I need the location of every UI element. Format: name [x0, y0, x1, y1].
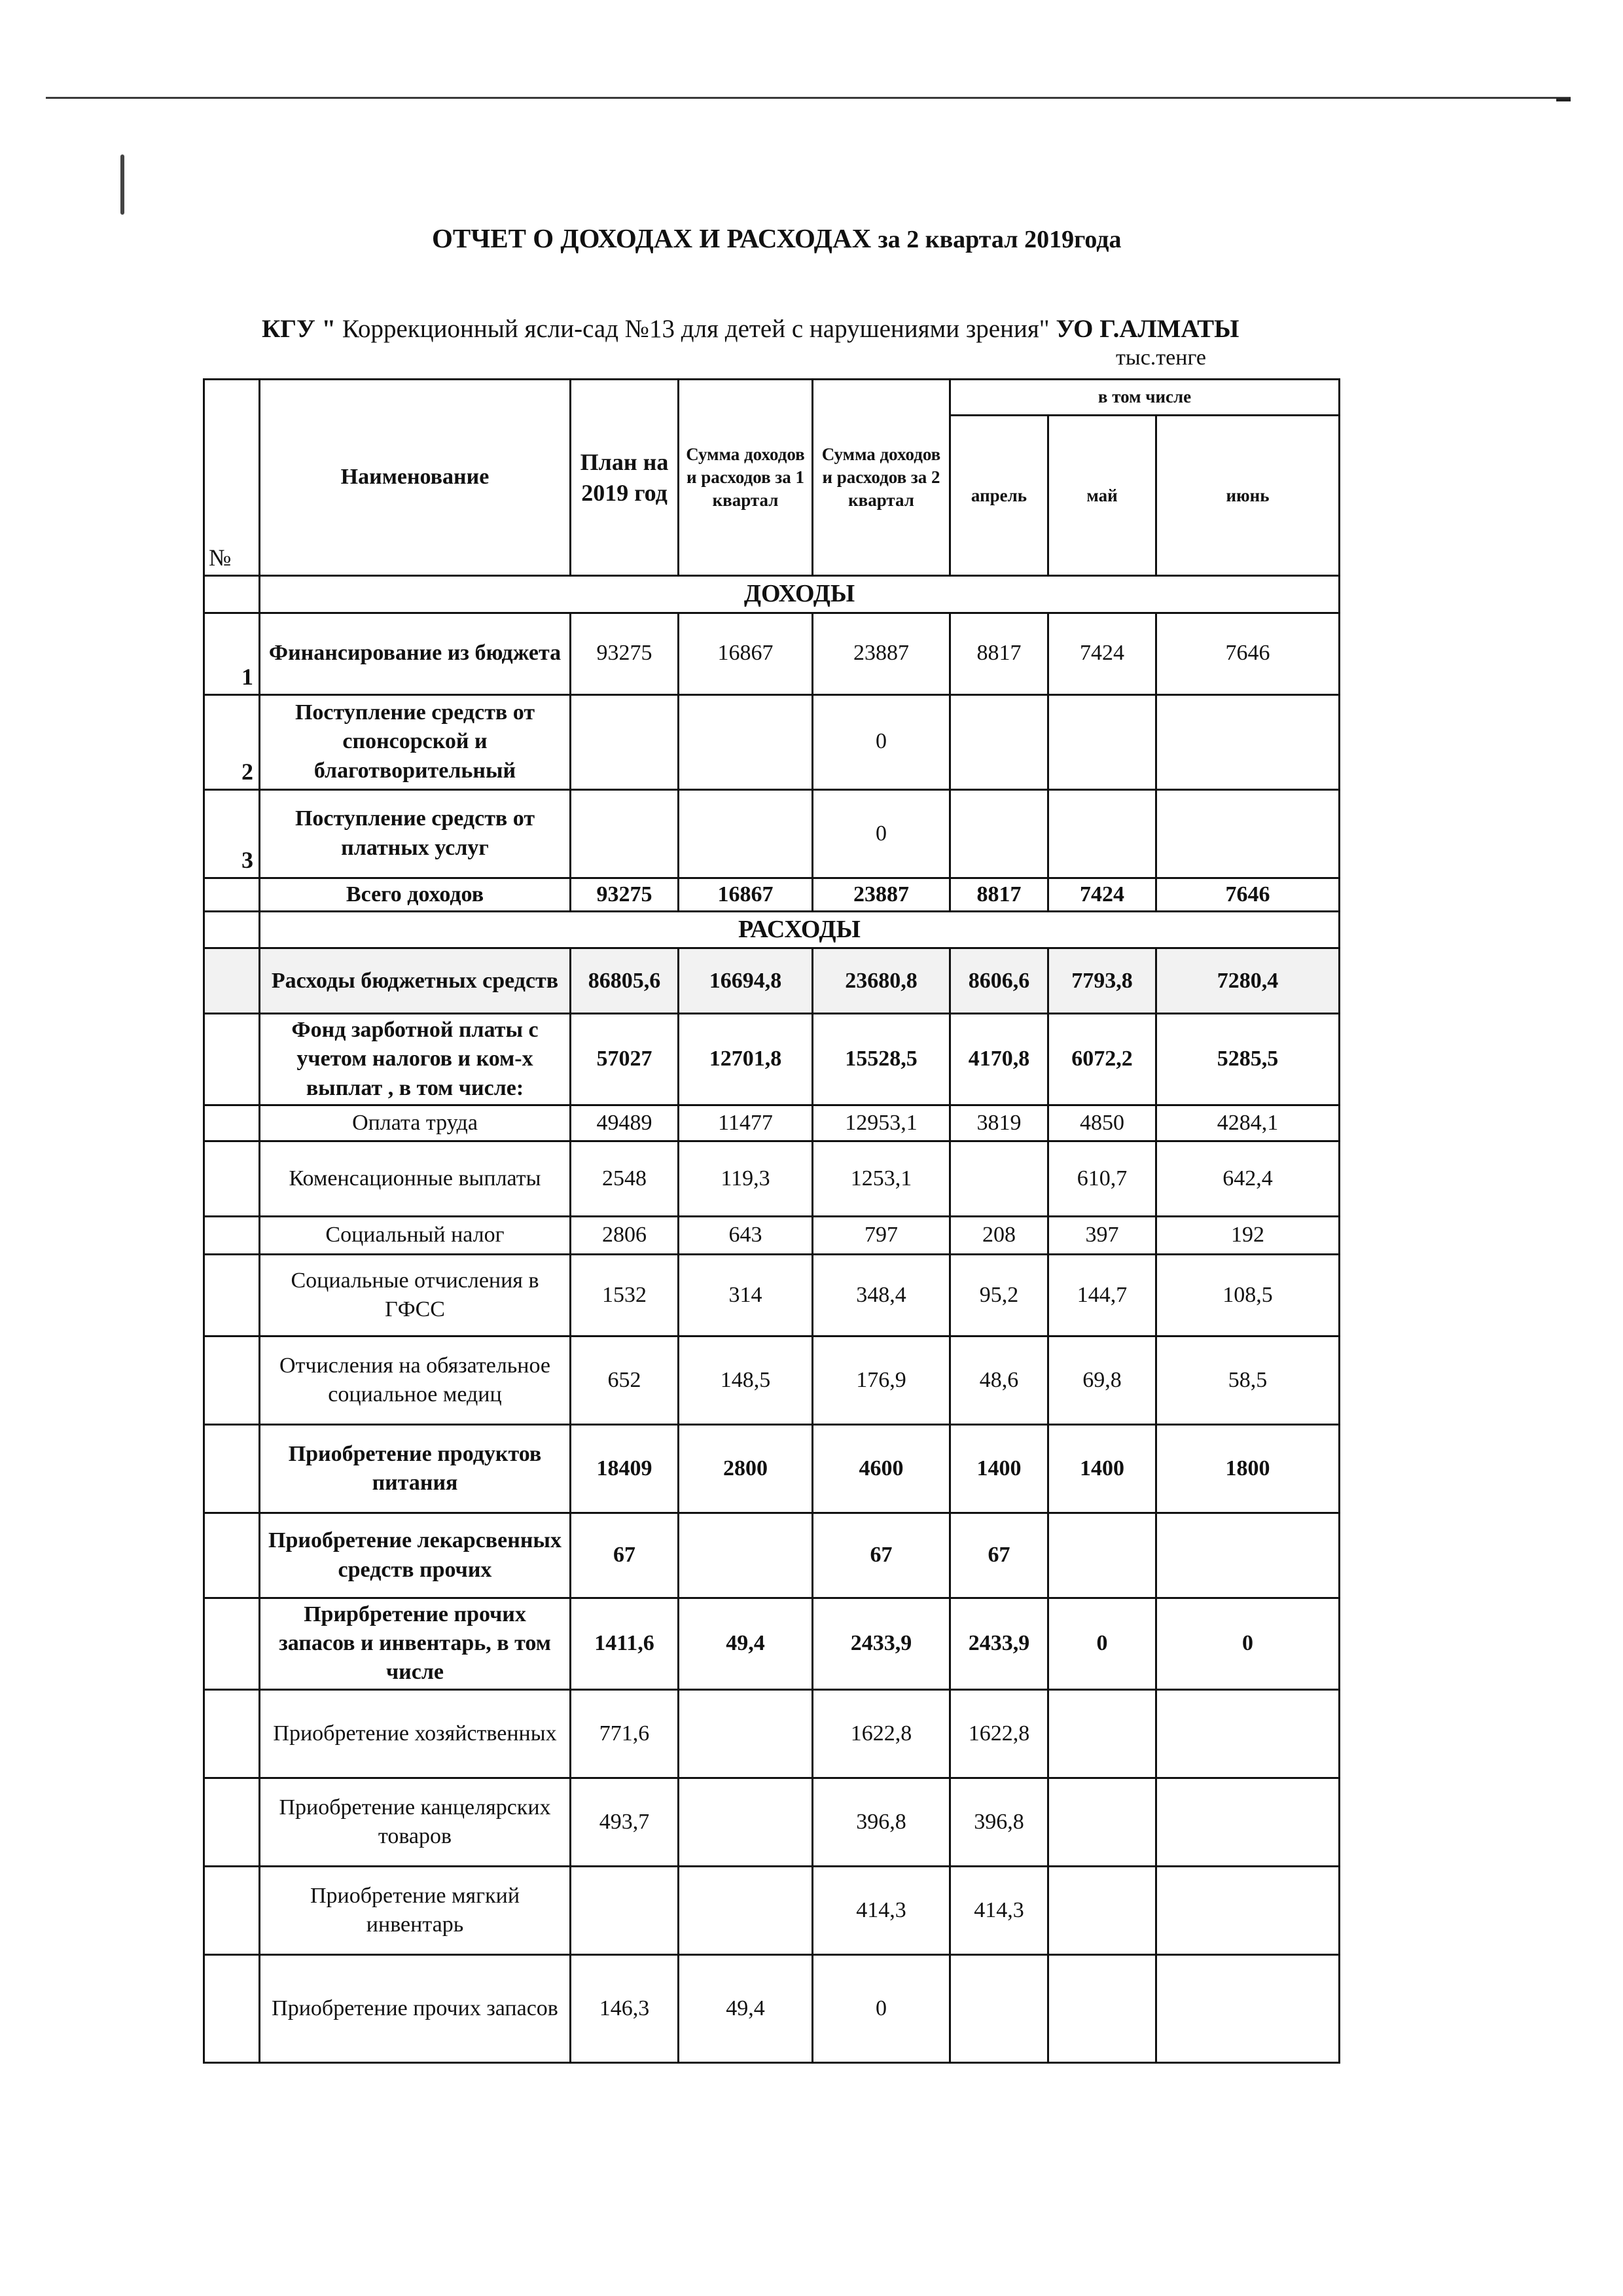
row-name: Поступление средств от платных услуг: [260, 789, 571, 878]
row-blank-cell: [204, 1425, 260, 1513]
q2-cell: 1253,1: [813, 1141, 950, 1216]
may-cell: [1048, 1778, 1156, 1866]
total-name: Всего доходов: [260, 878, 571, 911]
row-name: Оплата труда: [260, 1105, 571, 1141]
row-blank-cell: [204, 1689, 260, 1778]
q1-cell: [679, 1689, 813, 1778]
june-cell: 7646: [1156, 613, 1340, 694]
june-cell: [1156, 694, 1340, 789]
may-cell: 610,7: [1048, 1141, 1156, 1216]
header-row-top: [204, 380, 1340, 416]
plan-cell: 2548: [571, 1141, 679, 1216]
june-cell: 192: [1156, 1216, 1340, 1254]
q2-cell: 0: [813, 1954, 950, 2062]
total-june: 7646: [1156, 878, 1340, 911]
row-blank-cell: [204, 1954, 260, 2062]
april-cell: 48,6: [950, 1336, 1048, 1424]
expense-row: [204, 1336, 1340, 1424]
plan-cell: [571, 694, 679, 789]
row-name: Отчисления на обязательное социальное медиц: [260, 1336, 571, 1424]
income-row: [204, 613, 1340, 694]
may-cell: [1048, 1689, 1156, 1778]
row-name: Приобретение лекарсвенных средств прочих: [260, 1513, 571, 1598]
q2-cell: 67: [813, 1513, 950, 1598]
row-number: 2: [204, 694, 260, 789]
plan-cell: 2806: [571, 1216, 679, 1254]
q1-cell: [679, 1513, 813, 1598]
total-q1: 16867: [679, 878, 813, 911]
total-april: 8817: [950, 878, 1048, 911]
june-cell: 7280,4: [1156, 948, 1340, 1014]
col-name-header: Наименование: [260, 380, 571, 576]
total-blank-cell: [204, 878, 260, 911]
expense-row: [204, 1141, 1340, 1216]
june-cell: 4284,1: [1156, 1105, 1340, 1141]
title-period: за 2 квартал 2019года: [878, 226, 1122, 253]
total-may: 7424: [1048, 878, 1156, 911]
report-body: [204, 380, 1340, 2063]
row-name: Расходы бюджетных средств: [260, 948, 571, 1014]
plan-cell: 86805,6: [571, 948, 679, 1014]
row-name: Социальные отчисления в ГФСС: [260, 1254, 571, 1336]
q1-cell: [679, 694, 813, 789]
row-blank-cell: [204, 1254, 260, 1336]
q2-cell: 1622,8: [813, 1689, 950, 1778]
expense-row: [204, 1254, 1340, 1336]
may-cell: 69,8: [1048, 1336, 1156, 1424]
organization-line: [262, 314, 1239, 344]
plan-cell: [571, 1866, 679, 1954]
q1-cell: 119,3: [679, 1141, 813, 1216]
may-cell: [1048, 789, 1156, 878]
total-q2: 23887: [813, 878, 950, 911]
may-cell: 7424: [1048, 613, 1156, 694]
scan-edge-mark: [1556, 98, 1571, 101]
q1-cell: 314: [679, 1254, 813, 1336]
row-blank-cell: [204, 1598, 260, 1690]
june-cell: [1156, 1954, 1340, 2062]
row-blank-cell: [204, 1216, 260, 1254]
june-cell: 1800: [1156, 1425, 1340, 1513]
expense-row: [204, 1513, 1340, 1598]
may-cell: 397: [1048, 1216, 1156, 1254]
row-name: Прирбретение прочих запасов и инвентарь, в том числе: [260, 1598, 571, 1690]
section-income-title: ДОХОДЫ: [260, 576, 1340, 613]
april-cell: [950, 1141, 1048, 1216]
april-cell: [950, 1954, 1048, 2062]
april-cell: 8606,6: [950, 948, 1048, 1014]
row-number: 3: [204, 789, 260, 878]
row-blank-cell: [204, 1513, 260, 1598]
plan-cell: 67: [571, 1513, 679, 1598]
q2-cell: 0: [813, 789, 950, 878]
page-title: [432, 223, 1122, 254]
q2-cell: 23680,8: [813, 948, 950, 1014]
expense-row: [204, 1778, 1340, 1866]
june-cell: 642,4: [1156, 1141, 1340, 1216]
q1-cell: [679, 789, 813, 878]
row-blank-cell: [204, 1141, 260, 1216]
may-cell: [1048, 694, 1156, 789]
row-name: Приобретение мягкий инвентарь: [260, 1866, 571, 1954]
april-cell: [950, 789, 1048, 878]
section-expenses-row: [204, 911, 1340, 948]
q1-cell: 49,4: [679, 1954, 813, 2062]
expense-row: [204, 1014, 1340, 1105]
plan-cell: 1532: [571, 1254, 679, 1336]
expense-row: [204, 1954, 1340, 2062]
org-suffix: УО Г.АЛМАТЫ: [1056, 315, 1240, 343]
q1-cell: 148,5: [679, 1336, 813, 1424]
expense-row: [204, 1216, 1340, 1254]
q1-cell: 49,4: [679, 1598, 813, 1690]
q2-cell: 0: [813, 694, 950, 789]
expense-row: [204, 948, 1340, 1014]
q1-cell: 16867: [679, 613, 813, 694]
june-cell: 108,5: [1156, 1254, 1340, 1336]
row-number: 1: [204, 613, 260, 694]
q2-cell: 396,8: [813, 1778, 950, 1866]
col-plan-header: План на 2019 год: [571, 380, 679, 576]
april-cell: 208: [950, 1216, 1048, 1254]
may-cell: 6072,2: [1048, 1014, 1156, 1105]
q2-cell: 176,9: [813, 1336, 950, 1424]
row-name: Финансирование из бюджета: [260, 613, 571, 694]
may-cell: 4850: [1048, 1105, 1156, 1141]
may-cell: 144,7: [1048, 1254, 1156, 1336]
june-cell: [1156, 1689, 1340, 1778]
may-cell: [1048, 1513, 1156, 1598]
q2-cell: 348,4: [813, 1254, 950, 1336]
april-cell: 8817: [950, 613, 1048, 694]
plan-cell: 493,7: [571, 1778, 679, 1866]
plan-cell: 146,3: [571, 1954, 679, 2062]
org-name: Коррекционный ясли-сад №13 для детей с нарушениями зрения": [342, 315, 1050, 343]
org-prefix: КГУ ": [262, 315, 336, 343]
plan-cell: 57027: [571, 1014, 679, 1105]
plan-cell: 49489: [571, 1105, 679, 1141]
q1-cell: 16694,8: [679, 948, 813, 1014]
section-blank-cell: [204, 576, 260, 613]
april-cell: 3819: [950, 1105, 1048, 1141]
q1-cell: 643: [679, 1216, 813, 1254]
april-cell: 396,8: [950, 1778, 1048, 1866]
col-may-header: май: [1048, 416, 1156, 576]
expense-row: [204, 1689, 1340, 1778]
q2-cell: 23887: [813, 613, 950, 694]
april-cell: 2433,9: [950, 1598, 1048, 1690]
june-cell: [1156, 1513, 1340, 1598]
april-cell: 1622,8: [950, 1689, 1048, 1778]
june-cell: [1156, 1866, 1340, 1954]
expense-row: [204, 1866, 1340, 1954]
scan-edge-line: [46, 97, 1571, 99]
income-row: [204, 789, 1340, 878]
section-blank-cell: [204, 911, 260, 948]
plan-cell: 1411,6: [571, 1598, 679, 1690]
plan-cell: [571, 789, 679, 878]
april-cell: 414,3: [950, 1866, 1048, 1954]
may-cell: [1048, 1866, 1156, 1954]
q1-cell: 12701,8: [679, 1014, 813, 1105]
row-name: Фонд зарботной платы с учетом налогов и ком-х выплат , в том числе:: [260, 1014, 571, 1105]
april-cell: 4170,8: [950, 1014, 1048, 1105]
row-blank-cell: [204, 1105, 260, 1141]
q1-cell: 11477: [679, 1105, 813, 1141]
row-name: Приобретение канцелярских товаров: [260, 1778, 571, 1866]
may-cell: 1400: [1048, 1425, 1156, 1513]
section-income-row: [204, 576, 1340, 613]
row-blank-cell: [204, 1866, 260, 1954]
q2-cell: 12953,1: [813, 1105, 950, 1141]
q1-cell: [679, 1778, 813, 1866]
expense-row: [204, 1425, 1340, 1513]
row-blank-cell: [204, 948, 260, 1014]
june-cell: [1156, 789, 1340, 878]
may-cell: 0: [1048, 1598, 1156, 1690]
april-cell: 95,2: [950, 1254, 1048, 1336]
row-name: Приобретение прочих запасов: [260, 1954, 571, 2062]
row-name: Приобретение хозяйственных: [260, 1689, 571, 1778]
may-cell: 7793,8: [1048, 948, 1156, 1014]
april-cell: [950, 694, 1048, 789]
col-q1-header: Сумма доходов и расходов за 1 квартал: [679, 380, 813, 576]
q1-cell: 2800: [679, 1425, 813, 1513]
q2-cell: 15528,5: [813, 1014, 950, 1105]
expense-row: [204, 1105, 1340, 1141]
plan-cell: 652: [571, 1336, 679, 1424]
units-label: тыс.тенге: [1116, 346, 1207, 370]
june-cell: 0: [1156, 1598, 1340, 1690]
plan-cell: 771,6: [571, 1689, 679, 1778]
june-cell: 5285,5: [1156, 1014, 1340, 1105]
pencil-mark: [120, 154, 124, 215]
col-june-header: июнь: [1156, 416, 1340, 576]
row-name: Социальный налог: [260, 1216, 571, 1254]
title-text: ОТЧЕТ О ДОХОДАХ И РАСХОДАХ: [432, 223, 872, 253]
plan-cell: 93275: [571, 613, 679, 694]
q2-cell: 414,3: [813, 1866, 950, 1954]
q2-cell: 797: [813, 1216, 950, 1254]
col-incl-header: в том числе: [950, 380, 1340, 416]
row-blank-cell: [204, 1778, 260, 1866]
may-cell: [1048, 1954, 1156, 2062]
april-cell: 67: [950, 1513, 1048, 1598]
q2-cell: 4600: [813, 1425, 950, 1513]
col-april-header: апрель: [950, 416, 1048, 576]
q2-cell: 2433,9: [813, 1598, 950, 1690]
income-row: [204, 694, 1340, 789]
row-name: Приобретение продуктов питания: [260, 1425, 571, 1513]
april-cell: 1400: [950, 1425, 1048, 1513]
expense-row: [204, 1598, 1340, 1690]
row-name: Коменсационные выплаты: [260, 1141, 571, 1216]
income-total-row: [204, 878, 1340, 911]
section-expenses-title: РАСХОДЫ: [260, 911, 1340, 948]
report-table: [203, 378, 1340, 2064]
row-blank-cell: [204, 1336, 260, 1424]
col-q2-header: Сумма доходов и расходов за 2 квартал: [813, 380, 950, 576]
plan-cell: 18409: [571, 1425, 679, 1513]
row-blank-cell: [204, 1014, 260, 1105]
row-name: Поступление средств от спонсорской и благотворительный: [260, 694, 571, 789]
june-cell: 58,5: [1156, 1336, 1340, 1424]
q1-cell: [679, 1866, 813, 1954]
total-plan: 93275: [571, 878, 679, 911]
col-no-header: №: [204, 380, 260, 576]
june-cell: [1156, 1778, 1340, 1866]
